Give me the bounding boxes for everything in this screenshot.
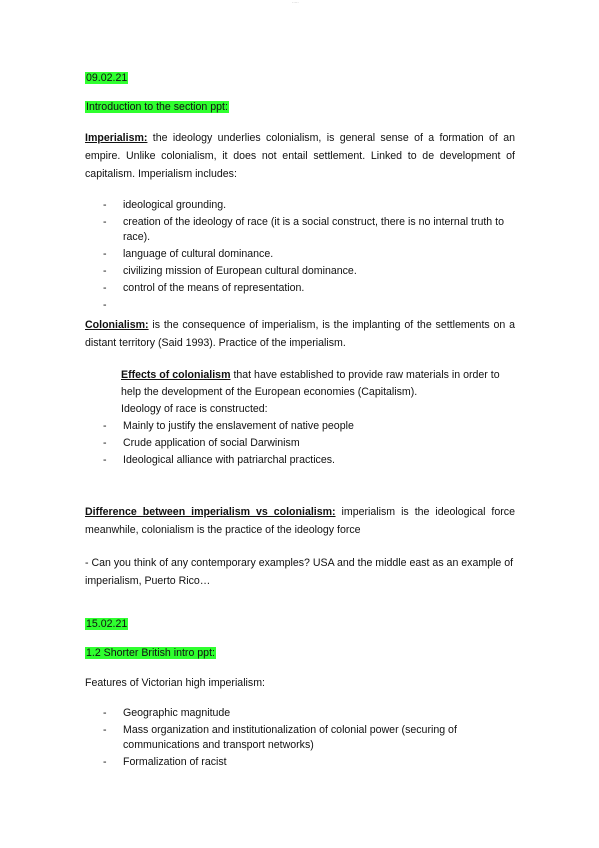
date-label-2 (85, 618, 128, 630)
list-item: - Ideological alliance with patriarchal practices. (103, 453, 515, 468)
date-highlight: 15.02.21 (86, 618, 128, 630)
colonialism-term: Colonialism: (85, 319, 149, 331)
difference-paragraph (85, 503, 515, 539)
list-item (103, 298, 515, 313)
difference-text: imperialism is the ideological force meanwhile, colonialism is the practice of the ideology force (85, 506, 515, 536)
features-list (103, 706, 515, 772)
imperialism-text: the ideology underlies colonialism, is general sense of a formation of an empire. Unlike colonialism, it does not entail settlement. Linked to de development of capitalism. Imperialism includes: (85, 132, 515, 180)
list-item: - Formalization of racist (103, 755, 515, 770)
list-item: - creation of the ideology of race (it is a social construct, there is no internal truth to race). (103, 215, 515, 245)
header-mark: ····· (292, 0, 299, 5)
list-item: - ideological grounding. (103, 198, 515, 213)
question-paragraph: - Can you think of any contemporary examples? USA and the middle east as an example of imperialism, Puerto Rico… (85, 557, 514, 587)
effects-term: Effects of colonialism (121, 369, 231, 381)
date-highlight: 09.02.21 (86, 72, 128, 84)
imperialism-paragraph (85, 129, 515, 183)
list-item: - control of the means of representation. (103, 281, 515, 296)
section-heading-2 (85, 647, 216, 659)
list-item: - Crude application of social Darwinism (103, 436, 515, 451)
list-item: - Mainly to justify the enslavement of native people (103, 419, 515, 434)
difference-term: Difference between imperialism vs colonialism: (85, 506, 336, 518)
imperialism-term: Imperialism: (85, 132, 148, 144)
colonialism-paragraph (85, 316, 515, 352)
effects-paragraph (121, 367, 516, 400)
section-heading (85, 101, 229, 113)
heading-highlight: Introduction to the section ppt: (86, 101, 228, 113)
list-item: - Geographic magnitude (103, 706, 515, 721)
colonialism-text: is the consequence of imperialism, is the implanting of the settlements on a distant territory (Said 1993). Practice of the imperialism. (85, 319, 515, 349)
race-list (103, 419, 515, 470)
list-item: - Mass organization and institutionalization of colonial power (securing of communications and transport networks) (103, 723, 515, 753)
imperialism-list (103, 198, 515, 315)
date-label (85, 72, 128, 84)
effects-text: that have established to provide raw materials in order to help the development of the European economies (Capitalism). (121, 369, 500, 398)
race-intro: Ideology of race is constructed: (121, 403, 268, 415)
heading-highlight: 1.2 Shorter British intro ppt: (86, 647, 215, 659)
features-intro: Features of Victorian high imperialism: (85, 677, 265, 689)
list-item: - civilizing mission of European cultural dominance. (103, 264, 515, 279)
list-item: - language of cultural dominance. (103, 247, 515, 262)
